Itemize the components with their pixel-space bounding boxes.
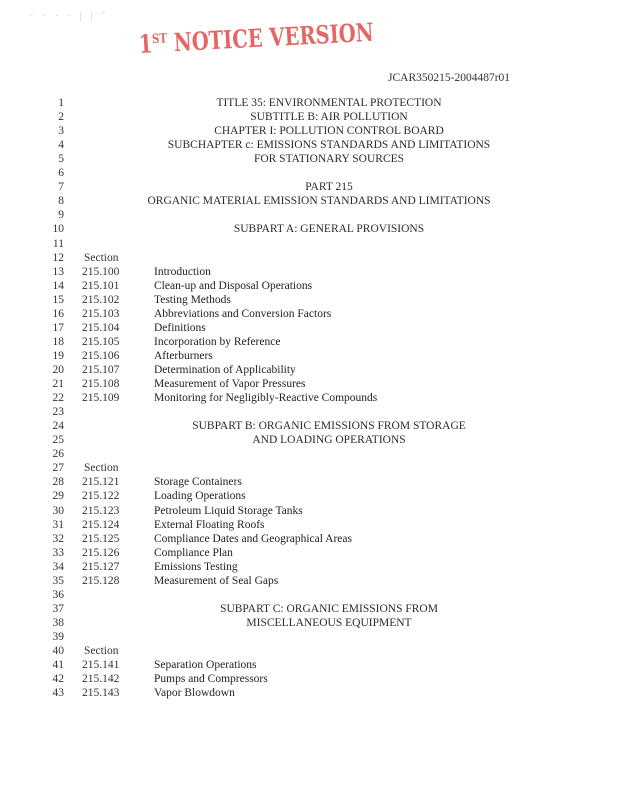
document-line: [0, 518, 618, 532]
document-line: [0, 644, 618, 658]
section-title: External Floating Roofs: [154, 518, 265, 531]
section-number: 215.104: [82, 321, 120, 334]
line-number: 38: [52, 616, 64, 629]
stamp-superscript: ST: [151, 31, 168, 48]
document-line: [0, 152, 618, 166]
section-number: 215.107: [82, 363, 120, 376]
document-line: [0, 377, 618, 391]
section-title: Petroleum Liquid Storage Tanks: [154, 504, 303, 517]
section-number: 215.106: [82, 349, 120, 362]
section-number: 215.100: [82, 265, 120, 278]
section-title: Afterburners: [154, 349, 213, 362]
section-number: 215.108: [82, 378, 120, 390]
line-number: 21: [52, 378, 64, 390]
document-line: [0, 686, 618, 700]
document-line: [0, 110, 618, 124]
document-line: [0, 208, 618, 222]
section-title: Measurement of Vapor Pressures: [154, 378, 306, 390]
stamp-main: NOTICE VERSION: [166, 17, 375, 58]
document-line: [0, 630, 618, 644]
line-number: 31: [52, 518, 64, 531]
section-title: Compliance Dates and Geographical Areas: [154, 532, 352, 545]
document-line: [0, 560, 618, 574]
heading-text: SUBPART A: GENERAL PROVISIONS: [233, 223, 425, 236]
section-title: Emissions Testing: [154, 560, 238, 573]
section-title: Measurement of Seal Gaps: [154, 574, 279, 587]
line-number: 14: [52, 279, 64, 292]
document-line: [0, 574, 618, 588]
document-line: [0, 461, 618, 475]
section-title: Definitions: [154, 321, 206, 334]
document-line: [0, 321, 618, 335]
heading-text: CHAPTER I: POLLUTION CONTROL BOARD: [214, 125, 444, 138]
line-number: 6: [58, 167, 64, 180]
line-number: 43: [52, 687, 64, 700]
section-number: 215.122: [82, 490, 120, 503]
document-line: [0, 293, 618, 307]
section-title: Clean-up and Disposal Operations: [154, 279, 313, 292]
section-title: Vapor Blowdown: [154, 687, 235, 700]
line-number: 3: [58, 125, 64, 138]
section-column-header: Section: [84, 645, 119, 657]
document-line: [0, 335, 618, 349]
line-number: 11: [52, 237, 64, 250]
document-line: [0, 419, 618, 433]
document-line: [0, 602, 618, 616]
document-line: [0, 96, 618, 110]
line-number: 32: [52, 532, 64, 545]
line-number: 29: [52, 490, 64, 503]
section-number: 215.102: [82, 293, 120, 306]
document-line: [0, 616, 618, 630]
heading-text: TITLE 35: ENVIRONMENTAL PROTECTION: [216, 97, 442, 109]
line-number: 26: [52, 448, 64, 461]
line-number: 22: [52, 392, 64, 405]
line-number: 35: [52, 574, 64, 587]
section-title: Determination of Applicability: [154, 363, 296, 376]
heading-text: MISCELLANEOUS EQUIPMENT: [246, 616, 412, 629]
line-number: 8: [58, 195, 64, 208]
section-number: 215.123: [82, 504, 120, 517]
heading-text: SUBPART B: ORGANIC EMISSIONS FROM STORAGE: [192, 420, 466, 433]
line-number: 7: [58, 181, 64, 194]
line-number: 13: [52, 265, 64, 278]
line-number: 41: [52, 659, 64, 671]
section-title: Abbreviations and Conversion Factors: [154, 307, 332, 320]
section-number: 215.141: [82, 659, 120, 671]
document-line: [0, 546, 618, 560]
line-number: 40: [52, 645, 64, 657]
heading-text: FOR STATIONARY SOURCES: [253, 153, 405, 166]
line-number: 15: [52, 293, 64, 306]
heading-text: SUBTITLE B: AIR POLLUTION: [250, 111, 408, 123]
document-line: [0, 391, 618, 405]
section-title: Testing Methods: [154, 293, 231, 306]
line-number: 42: [52, 673, 64, 686]
line-number: 36: [52, 588, 64, 601]
line-number: 16: [52, 307, 64, 320]
line-number: 20: [52, 363, 64, 376]
document-line: [0, 124, 618, 138]
line-number: 28: [52, 476, 64, 489]
line-number: 24: [52, 420, 64, 433]
document-line: [0, 658, 618, 672]
section-number: 215.127: [82, 560, 120, 573]
line-number: 18: [52, 335, 64, 348]
heading-text: ORGANIC MATERIAL EMISSION STANDARDS AND LIMITATIONS: [147, 195, 491, 208]
section-title: Introduction: [154, 265, 211, 278]
line-number: 4: [58, 139, 64, 152]
line-number: 37: [52, 602, 64, 615]
section-number: 215.124: [82, 518, 120, 531]
document-line: [0, 279, 618, 293]
line-number: 9: [58, 209, 64, 222]
heading-text: SUBPART C: ORGANIC EMISSIONS FROM: [220, 602, 438, 615]
heading-text: PART 215: [305, 181, 353, 194]
heading-text: SUBCHAPTER c: EMISSIONS STANDARDS AND LIMITATIONS: [167, 139, 491, 152]
section-number: 215.143: [82, 687, 120, 700]
section-column-header: Section: [84, 462, 119, 475]
document-id: JCAR350215-2004487r01: [388, 72, 511, 84]
section-number: 215.101: [82, 279, 120, 292]
line-number: 10: [52, 223, 64, 236]
document-line: [0, 251, 618, 265]
document-line: [0, 672, 618, 686]
section-title: Storage Containers: [154, 476, 242, 489]
document-line: [0, 433, 618, 447]
line-number: 33: [52, 546, 64, 559]
document-line: [0, 180, 618, 194]
first-notice-stamp: [138, 18, 374, 59]
section-column-header: Section: [84, 251, 119, 264]
document-line: [0, 166, 618, 180]
section-title: Pumps and Compressors: [154, 673, 268, 686]
scan-smudge: · · · · | | ˜: [30, 10, 109, 22]
document-line: [0, 447, 618, 461]
section-number: 215.109: [82, 392, 120, 405]
document-line: [0, 194, 618, 208]
section-number: 215.126: [82, 546, 120, 559]
line-number: 23: [52, 406, 64, 419]
document-line: [0, 588, 618, 602]
section-number: 215.121: [82, 476, 120, 489]
line-number: 19: [52, 349, 64, 362]
document-line: [0, 489, 618, 503]
document-line: [0, 405, 618, 419]
section-number: 215.125: [82, 532, 120, 545]
section-number: 215.142: [82, 673, 120, 686]
section-number: 215.128: [82, 574, 120, 587]
section-number: 215.105: [82, 335, 120, 348]
line-number: 1: [58, 97, 64, 109]
section-title: Monitoring for Negligibly-Reactive Compounds: [154, 392, 378, 405]
document-line: [0, 237, 618, 251]
document-line: [0, 363, 618, 377]
section-title: Incorporation by Reference: [154, 335, 281, 348]
document-line: [0, 475, 618, 489]
section-number: 215.103: [82, 307, 120, 320]
line-number: 5: [58, 153, 64, 166]
document-line: [0, 138, 618, 152]
line-number: 30: [52, 504, 64, 517]
section-title: Separation Operations: [154, 659, 257, 671]
line-number: 17: [52, 321, 64, 334]
heading-text: AND LOADING OPERATIONS: [252, 434, 406, 447]
document-line: [0, 307, 618, 321]
line-number: 39: [52, 630, 64, 643]
line-number: 27: [52, 462, 64, 475]
document-line: [0, 532, 618, 546]
document-line: [0, 504, 618, 518]
line-number: 25: [52, 434, 64, 447]
section-title: Compliance Plan: [154, 546, 233, 559]
line-number: 2: [58, 111, 64, 123]
section-title: Loading Operations: [154, 490, 246, 503]
document-line: [0, 349, 618, 363]
document-line: [0, 222, 618, 236]
stamp-prefix: 1: [138, 29, 154, 59]
document-line: [0, 265, 618, 279]
line-number: 34: [52, 560, 64, 573]
line-number: 12: [52, 251, 64, 264]
